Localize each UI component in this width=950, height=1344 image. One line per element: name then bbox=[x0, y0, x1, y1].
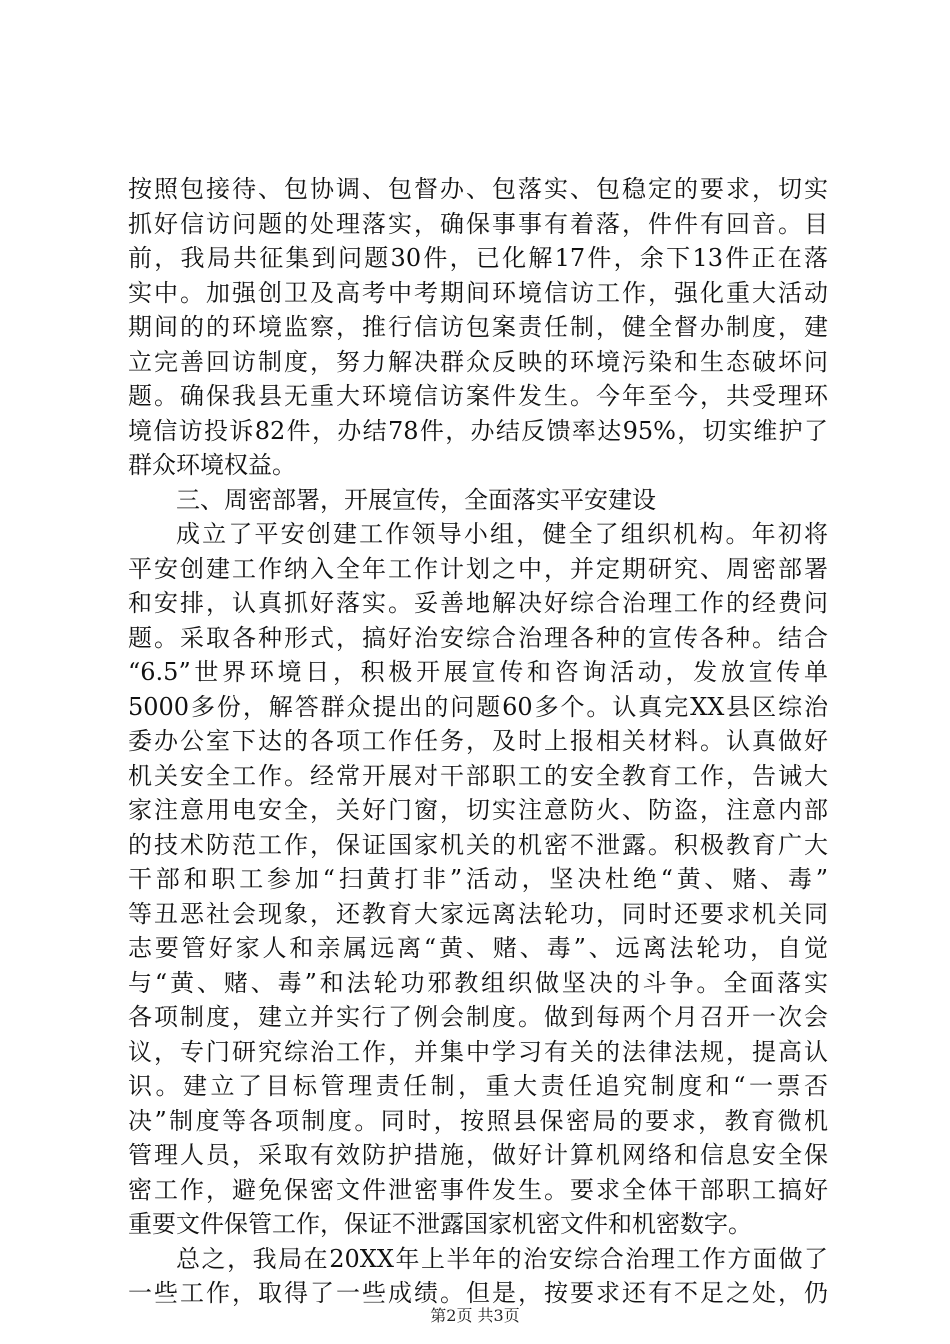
text-line: 总之，我局在20XX年上半年的治安综合治理工作方面做了 bbox=[176, 1244, 828, 1273]
text-line: 一些工作，取得了一些成绩。但是，按要求还有不足之处，仍 bbox=[128, 1279, 828, 1307]
text-line: 与“黄、赌、毒”和法轮功邪教组织做坚决的斗争。全面落实 bbox=[128, 968, 828, 997]
text-line: 前，我局共征集到问题30件，已化解17件，余下13件正在落 bbox=[128, 244, 828, 272]
text-line: 识。建立了目标管理责任制，重大责任追究制度和“一票否 bbox=[128, 1072, 828, 1100]
text-line: 干部和职工参加“扫黄打非”活动，坚决杜绝“黄、赌、毒” bbox=[128, 865, 828, 893]
text-line: 平安创建工作纳入全年工作计划之中，并定期研究、周密部署 bbox=[128, 554, 828, 583]
document-body bbox=[128, 172, 828, 1311]
text-line: 志要管好家人和亲属远离“黄、赌、毒”、远离法轮功，自觉 bbox=[128, 934, 828, 962]
text-line: 的技术防范工作，保证国家机关的机密不泄露。积极教育广大 bbox=[128, 830, 828, 859]
text-line: 等丑恶社会现象，还教育大家远离法轮功，同时还要求机关同 bbox=[128, 899, 828, 928]
section-heading: 三、周密部署，开展宣传，全面落实平安建设 bbox=[176, 485, 656, 514]
text-line: 5000多份，解答群众提出的问题60多个。认真完XX县区综治 bbox=[128, 692, 828, 721]
text-line: 机关安全工作。经常开展对干部职工的安全教育工作，告诫大 bbox=[128, 761, 828, 790]
text-line: 重要文件保管工作，保证不泄露国家机密文件和机密数字。 bbox=[128, 1210, 752, 1238]
text-line: 题。确保我县无重大环境信访案件发生。今年至今，共受理环 bbox=[128, 382, 828, 410]
page-number-footer: 第2页 共3页 bbox=[430, 1306, 520, 1325]
text-line: 管理人员，采取有效防护措施，做好计算机网络和信息安全保 bbox=[128, 1141, 828, 1169]
text-line: 决”制度等各项制度。同时，按照县保密局的要求，教育微机 bbox=[128, 1106, 828, 1135]
text-line: 议，专门研究综治工作，并集中学习有关的法律法规，提高认 bbox=[128, 1037, 828, 1066]
text-line: 各项制度，建立并实行了例会制度。做到每两个月召开一次会 bbox=[128, 1003, 828, 1031]
text-line: 群众环境权益。 bbox=[128, 451, 296, 479]
text-line: 按照包接待、包协调、包督办、包落实、包稳定的要求，切实 bbox=[128, 175, 828, 203]
text-line: 委办公室下达的各项工作任务，及时上报相关材料。认真做好 bbox=[128, 727, 828, 755]
text-line: 实中。加强创卫及高考中考期间环境信访工作，强化重大活动 bbox=[128, 278, 828, 307]
text-line: 密工作，避免保密文件泄密事件发生。要求全体干部职工搞好 bbox=[128, 1175, 828, 1204]
text-line: 和安排，认真抓好落实。妥善地解决好综合治理工作的经费问 bbox=[128, 589, 828, 617]
text-line: 期间的的环境监察，推行信访包案责任制，健全督办制度，建 bbox=[128, 313, 828, 341]
text-line: 家注意用电安全，关好门窗，切实注意防火、防盗，注意内部 bbox=[128, 796, 828, 824]
text-line: 成立了平安创建工作领导小组，健全了组织机构。年初将 bbox=[176, 520, 828, 548]
text-line: 立完善回访制度，努力解决群众反映的环境污染和生态破坏问 bbox=[128, 347, 828, 376]
text-line: 境信访投诉82件，办结78件，办结反馈率达95%，切实维护了 bbox=[128, 416, 828, 445]
text-line: 题。采取各种形式，搞好治安综合治理各种的宣传各种。结合 bbox=[128, 623, 828, 652]
text-line: “6.5”世界环境日，积极开展宣传和咨询活动，发放宣传单 bbox=[128, 658, 828, 686]
text-line: 抓好信访问题的处理落实，确保事事有着落，件件有回音。目 bbox=[128, 209, 828, 238]
